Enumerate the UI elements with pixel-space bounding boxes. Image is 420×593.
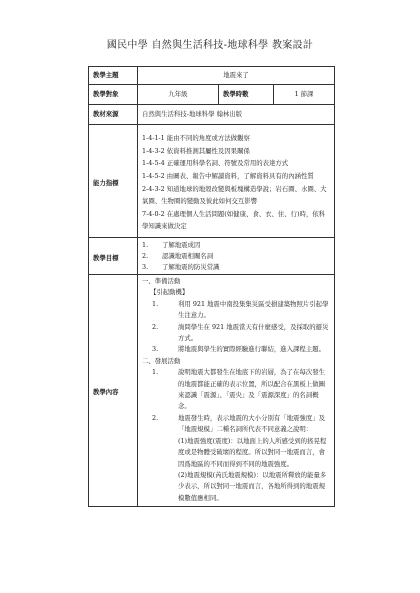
step-item bbox=[142, 367, 330, 413]
step-number: 1. bbox=[152, 299, 159, 308]
step-item bbox=[142, 413, 330, 436]
step-text: 利用 921 地震中南投集集災區受損建築物照片引起學生注意力。 bbox=[178, 299, 329, 320]
hours-value: 1 節課 bbox=[274, 85, 335, 105]
goal-number: 3. bbox=[142, 263, 149, 271]
step-number: 2. bbox=[152, 322, 159, 331]
section-heading: 一、準備活動 bbox=[142, 277, 181, 285]
topic-value: 地震來了 bbox=[138, 67, 335, 85]
step-item bbox=[142, 299, 330, 322]
section-heading: 二、發展活動 bbox=[142, 356, 181, 365]
content-label: 教學內容 bbox=[89, 275, 138, 507]
goal-item bbox=[142, 240, 330, 251]
topic-label: 教學主題 bbox=[89, 67, 138, 85]
step-number: 1. bbox=[152, 368, 159, 377]
row-topic bbox=[89, 67, 335, 85]
goal-text: 了解地震的防災常識 bbox=[162, 263, 220, 271]
indicators-list bbox=[138, 125, 335, 238]
goals-label: 教學目標 bbox=[89, 238, 138, 275]
indicator-item: 1-4-5-2 由圖表、報告中解讀資料，了解資料具有的內涵性質 bbox=[142, 171, 314, 180]
row-indicators bbox=[89, 125, 335, 238]
goal-number: 2. bbox=[142, 252, 149, 260]
goal-text: 認識地震相關名詞 bbox=[162, 252, 214, 260]
goal-item bbox=[142, 251, 330, 262]
goal-text: 了解地震成因 bbox=[162, 241, 201, 249]
content-body bbox=[138, 275, 335, 507]
indicators-label: 能力指標 bbox=[89, 125, 138, 238]
goal-item bbox=[142, 262, 330, 273]
row-source bbox=[89, 105, 335, 125]
source-value: 自然與生活科技-地球科學 翰林出版 bbox=[138, 105, 335, 125]
step-number: 2. bbox=[152, 413, 159, 422]
audience-label: 教學對象 bbox=[89, 85, 138, 105]
explanation-paragraph: (1)地震強度(震度)：以地面上的人所感受到的搖晃程度或是物體受破壞的程度。所以對同一地震而言，會因爲地區的不同而得到不同的地震強度。 bbox=[178, 436, 327, 468]
indicator-item: 1-4-5-4 正確運用科學名詞、符號及常用的表達方式 bbox=[142, 159, 289, 168]
hours-label: 教學時數 bbox=[219, 85, 274, 105]
step-text: 將地震與學生的實際經驗進行聯結，進入課程主題。 bbox=[178, 345, 325, 354]
step-number: 3. bbox=[152, 345, 159, 354]
indicator-item: 1-4-3-2 依資料推測其屬性及因果關係 bbox=[142, 146, 250, 155]
row-goals bbox=[89, 238, 335, 275]
step-item bbox=[142, 344, 330, 355]
activity-heading: 【引起動機】 bbox=[150, 288, 189, 297]
step-text: 地震發生時，表示地震的大小分別有「地震強度」及「地震規模」二種名詞所代表不同意義之說明： bbox=[178, 413, 325, 434]
explanation-paragraph: (2)地震規模(芮氏地震規模)：以地震所釋放的能量多少表示，所以對同一地震而言，各地所得到的地震規模數值應相同。 bbox=[178, 470, 327, 502]
lesson-plan-table bbox=[88, 66, 335, 507]
step-text: 說明地震大都發生在地底下的岩層，為了在每次發生的地震都能正確的表示位置，所以配合在黑板上做圖來認識「震源」、「震央」及「震源深度」的名詞概念。 bbox=[178, 368, 325, 411]
goal-number: 1. bbox=[142, 241, 149, 249]
source-label: 教材來源 bbox=[89, 105, 138, 125]
audience-value: 九年級 bbox=[138, 85, 219, 105]
page-title: 國民中學 自然與生活科技-地球科學 教案設計 bbox=[106, 40, 314, 51]
goals-list bbox=[138, 238, 335, 275]
row-audience bbox=[89, 85, 335, 105]
step-text: 詢問學生在 921 地震當天有什麼感受，及採取的避災方式。 bbox=[178, 322, 329, 343]
step-item bbox=[142, 322, 330, 345]
row-content bbox=[89, 275, 335, 507]
indicator-item: 7-4-0-2 在處理個人生活問題(如健康、食、衣、住、行)時，依科學知識來做決定 bbox=[142, 209, 326, 231]
indicator-item: 1-4-1-1 能由不同的角度或方法做觀察 bbox=[142, 134, 250, 143]
indicator-item: 2-4-3-2 知道地球的地殼改變與板塊構造學說；岩石圈、水圈、大氣圈、生物圈的變動及彼此如何交互影響 bbox=[142, 184, 327, 206]
